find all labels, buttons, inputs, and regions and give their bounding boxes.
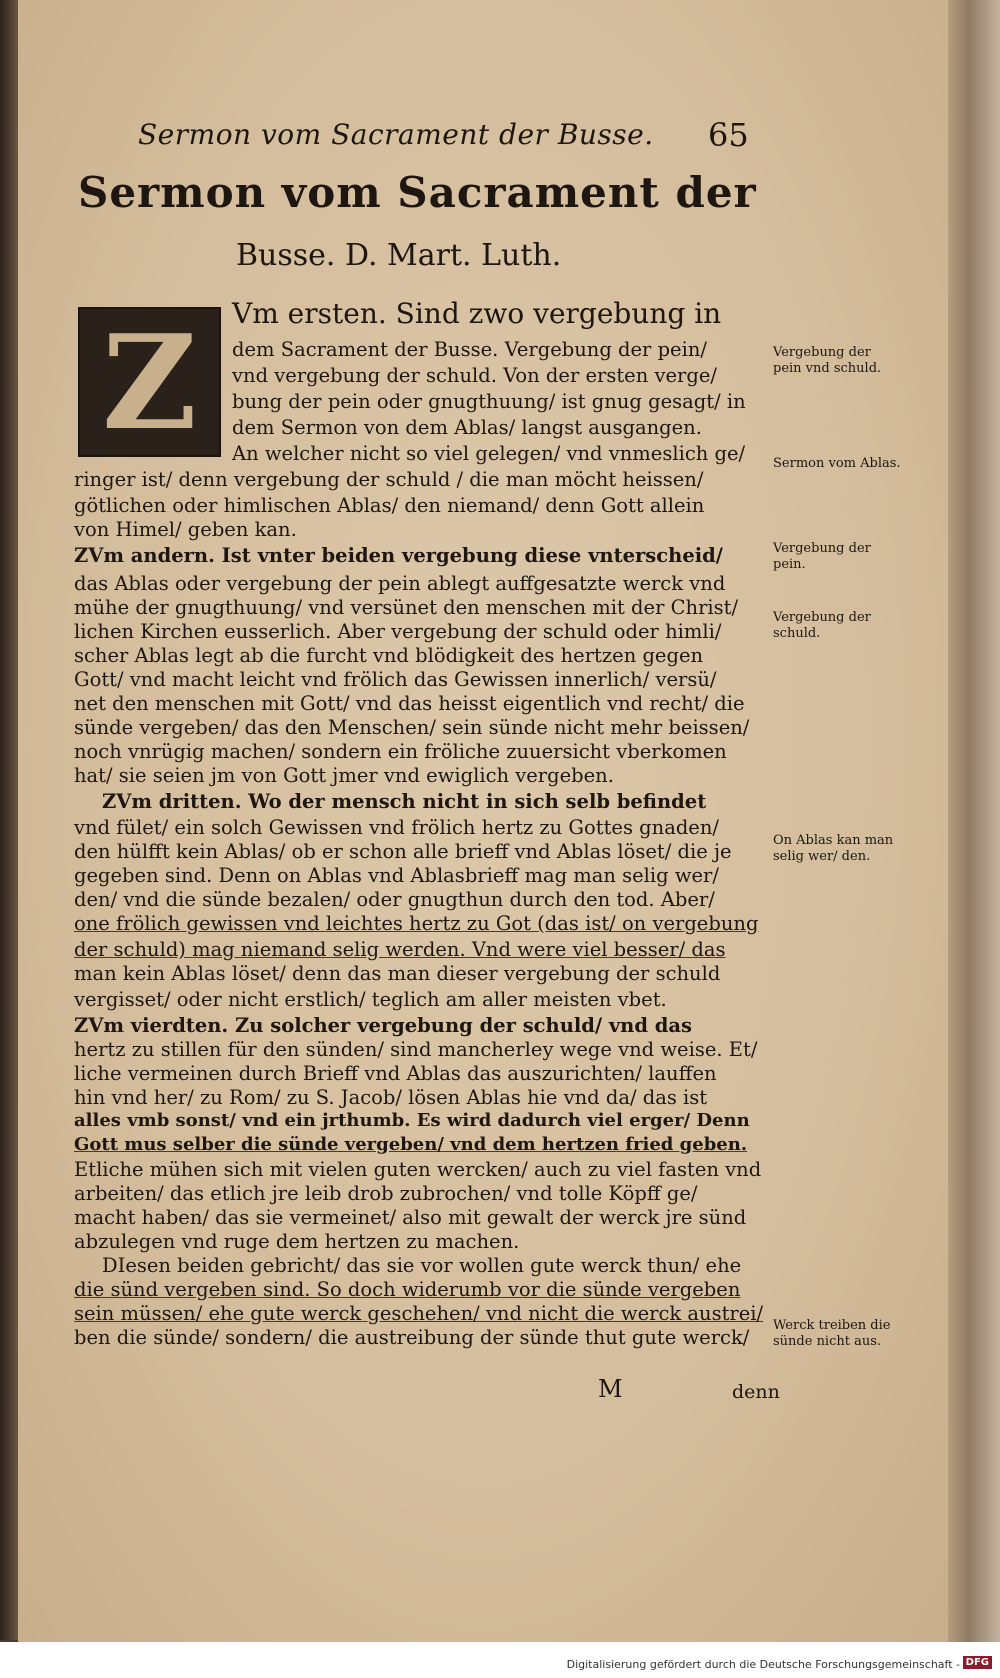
text-line: götlichen oder himlischen Ablas/ den niemand/ denn Gott allein: [74, 494, 705, 517]
text-line: die sünd vergeben sind. So doch widerumb vor die sünde vergeben: [74, 1278, 741, 1301]
margin-note: Vergebung der pein.: [773, 541, 871, 572]
text-line: ZVm andern. Ist vnter beiden vergebung diese vnterscheid/: [74, 544, 723, 567]
title-line-1: Sermon vom Sacrament der: [78, 168, 757, 217]
margin-note: On Ablas kan man selig wer/ den.: [773, 833, 894, 864]
book-page: [18, 0, 948, 1642]
title-line-2: Busse. D. Mart. Luth.: [236, 238, 562, 273]
signature-mark: M: [598, 1375, 623, 1403]
text-line: net den menschen mit Gott/ vnd das heisst eigentlich vnd recht/ die: [74, 692, 745, 715]
text-line: Gott mus selber die sünde vergeben/ vnd dem hertzen fried geben.: [74, 1134, 748, 1155]
decorated-initial: [78, 307, 221, 457]
text-line: Gott/ vnd macht leicht vnd frölich das Gewissen innerlich/ versü/: [74, 668, 717, 691]
text-line: mühe der gnugthuung/ vnd versünet den menschen mit der Christ/: [74, 596, 739, 619]
text-line: DIesen beiden gebricht/ das sie vor wollen gute werck thun/ ehe: [102, 1254, 742, 1277]
footer-credit: Digitalisierung gefördert durch die Deutsche Forschungsgemeinschaft -: [566, 1658, 960, 1671]
scan-edge: [948, 0, 1000, 1642]
text-line: vnd vergebung der schuld. Von der ersten verge/: [232, 364, 717, 387]
text-line: ZVm dritten. Wo der mensch nicht in sich selb befindet: [102, 790, 707, 813]
dfg-logo: DFG: [963, 1656, 992, 1669]
text-line: der schuld) mag niemand selig werden. Vnd were viel besser/ das: [74, 938, 726, 961]
margin-note: Sermon vom Ablas.: [773, 456, 901, 471]
running-head: Sermon vom Sacrament der Busse.: [138, 118, 654, 151]
initial-letter: Z: [102, 305, 197, 459]
text-line: liche vermeinen durch Brieff vnd Ablas das auszurichten/ lauffen: [74, 1062, 717, 1085]
text-line: sünde vergeben/ das den Menschen/ sein sünde nicht mehr beissen/: [74, 716, 750, 739]
text-line: dem Sermon von dem Ablas/ langst ausgangen.: [232, 416, 702, 439]
text-line: dem Sacrament der Busse. Vergebung der pein/: [232, 338, 707, 361]
text-line: Vm ersten. Sind zwo vergebung in: [232, 297, 722, 330]
text-line: one frölich gewissen vnd leichtes hertz zu Got (das ist/ on vergebung: [74, 912, 759, 935]
text-line: hertz zu stillen für den sünden/ sind mancherley wege vnd weise. Et/: [74, 1038, 758, 1061]
text-line: arbeiten/ das etlich jre leib drob zubrochen/ vnd tolle Köpff ge/: [74, 1182, 698, 1205]
catchword: denn: [732, 1381, 780, 1403]
text-line: sein müssen/ ehe gute werck geschehen/ vnd nicht die werck austrei/: [74, 1302, 764, 1325]
footer-bar: [0, 1642, 1000, 1678]
text-line: vnd fület/ ein solch Gewissen vnd frölich hertz zu Gottes gnaden/: [74, 816, 719, 839]
text-line: Etliche mühen sich mit vielen guten wercken/ auch zu viel fasten vnd: [74, 1158, 762, 1181]
text-line: den/ vnd die sünde bezalen/ oder gnugthun durch den tod. Aber/: [74, 888, 715, 911]
text-line: macht haben/ das sie vermeinet/ also mit gewalt der werck jre sünd: [74, 1206, 747, 1229]
text-line: vergisset/ oder nicht erstlich/ teglich am aller meisten vbet.: [74, 988, 667, 1011]
text-line: das Ablas oder vergebung der pein ablegt auffgesatzte werck vnd: [74, 572, 726, 595]
margin-note: Werck treiben die sünde nicht aus.: [773, 1318, 891, 1349]
text-line: ZVm vierdten. Zu solcher vergebung der schuld/ vnd das: [74, 1014, 693, 1037]
text-line: gegeben sind. Denn on Ablas vnd Ablasbrieff mag man selig wer/: [74, 864, 719, 887]
text-line: man kein Ablas löset/ denn das man dieser vergebung der schuld: [74, 962, 721, 985]
text-line: scher Ablas legt ab die furcht vnd blödigkeit des hertzen gegen: [74, 644, 704, 667]
text-line: hin vnd her/ zu Rom/ zu S. Jacob/ lösen Ablas hie vnd da/ das ist: [74, 1086, 708, 1109]
text-line: lichen Kirchen eusserlich. Aber vergebung der schuld oder himli/: [74, 620, 722, 643]
text-line: ben die sünde/ sondern/ die austreibung der sünde thut gute werck/: [74, 1326, 750, 1349]
text-line: von Himel/ geben kan.: [74, 518, 297, 541]
text-line: abzulegen vnd ruge dem hertzen zu machen.: [74, 1230, 520, 1253]
text-line: alles vmb sonst/ vnd ein jrthumb. Es wird dadurch viel erger/ Denn: [74, 1110, 750, 1131]
page-number: 65: [708, 116, 749, 154]
text-line: den hülfft kein Ablas/ ob er schon alle brieff vnd Ablas löset/ die je: [74, 840, 732, 863]
text-line: bung der pein oder gnugthuung/ ist gnug gesagt/ in: [232, 390, 746, 413]
text-line: ringer ist/ denn vergebung der schuld / die man möcht heissen/: [74, 468, 704, 491]
text-line: An welcher nicht so viel gelegen/ vnd vnmeslich ge/: [232, 442, 746, 465]
text-line: hat/ sie seien jm von Gott jmer vnd ewiglich vergeben.: [74, 764, 614, 787]
margin-note: Vergebung der pein vnd schuld.: [773, 345, 882, 376]
margin-note: Vergebung der schuld.: [773, 610, 871, 641]
text-line: noch vnrügig machen/ sondern ein fröliche zuuersicht vberkomen: [74, 740, 727, 763]
